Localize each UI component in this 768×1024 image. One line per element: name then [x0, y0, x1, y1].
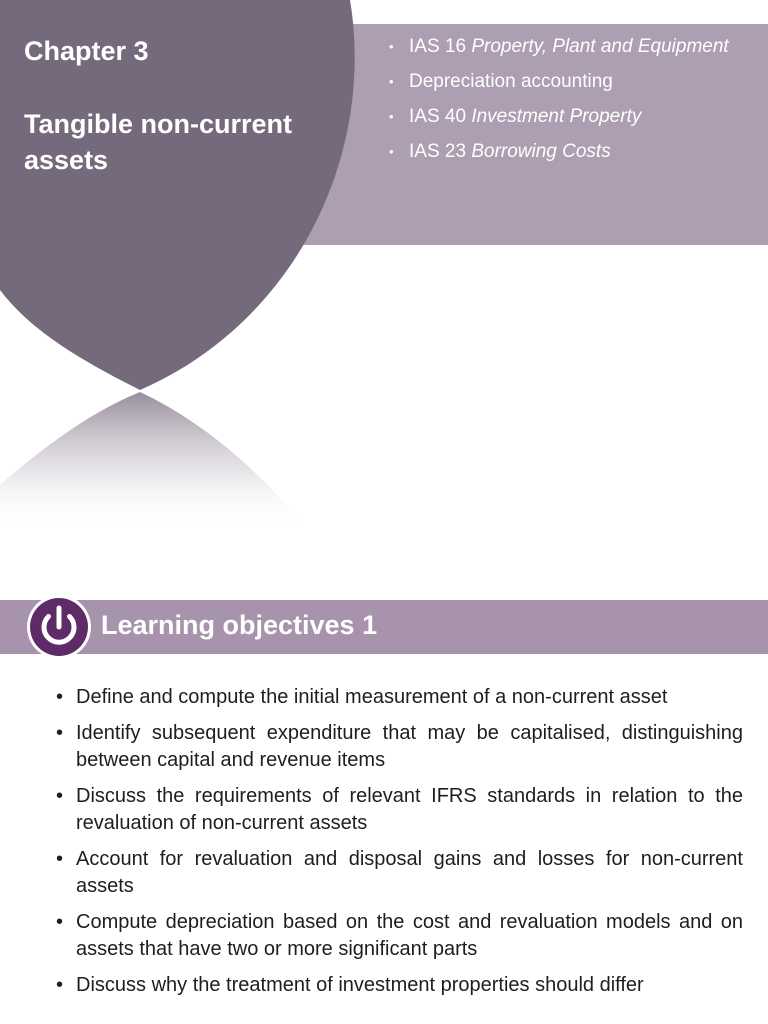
objective-item: • Discuss the requirements of relevant IFRS standards in relation to the revaluation of non-current assets — [76, 783, 743, 837]
topic-italic: Borrowing Costs — [471, 141, 611, 162]
topic-item — [386, 34, 756, 60]
chapter-shape-reflection — [0, 392, 305, 528]
topic-prefix: IAS 40 — [409, 106, 472, 127]
topic-prefix: IAS 23 — [409, 141, 472, 162]
topic-item — [386, 69, 756, 95]
chapter-title: Tangible non-current assets — [24, 109, 292, 175]
topic-italic: Property, Plant and Equipment — [471, 36, 729, 57]
objective-item: • Discuss why the treatment of investment properties should differ — [76, 972, 743, 999]
learning-objectives-list — [0, 684, 768, 1008]
topic-item — [386, 104, 756, 130]
topics-list — [386, 34, 756, 174]
topic-italic: Investment Property — [471, 106, 642, 127]
chapter-label: Chapter 3 — [24, 36, 149, 66]
topic-prefix: Depreciation accounting — [409, 71, 613, 92]
learning-objectives-heading: Learning objectives 1 — [101, 610, 378, 640]
power-icon — [26, 594, 92, 660]
objective-item: • Identify subsequent expenditure that may be capitalised, distinguishing between capital and revenue items — [76, 720, 743, 774]
topic-prefix: IAS 16 — [409, 36, 472, 57]
topic-item — [386, 139, 756, 165]
objective-item: • Account for revaluation and disposal gains and losses for non-current assets — [76, 846, 743, 900]
objective-item: • Define and compute the initial measurement of a non-current asset — [76, 684, 743, 711]
objective-item: • Compute depreciation based on the cost and revaluation models and on assets that have two or more significant parts — [76, 909, 743, 963]
